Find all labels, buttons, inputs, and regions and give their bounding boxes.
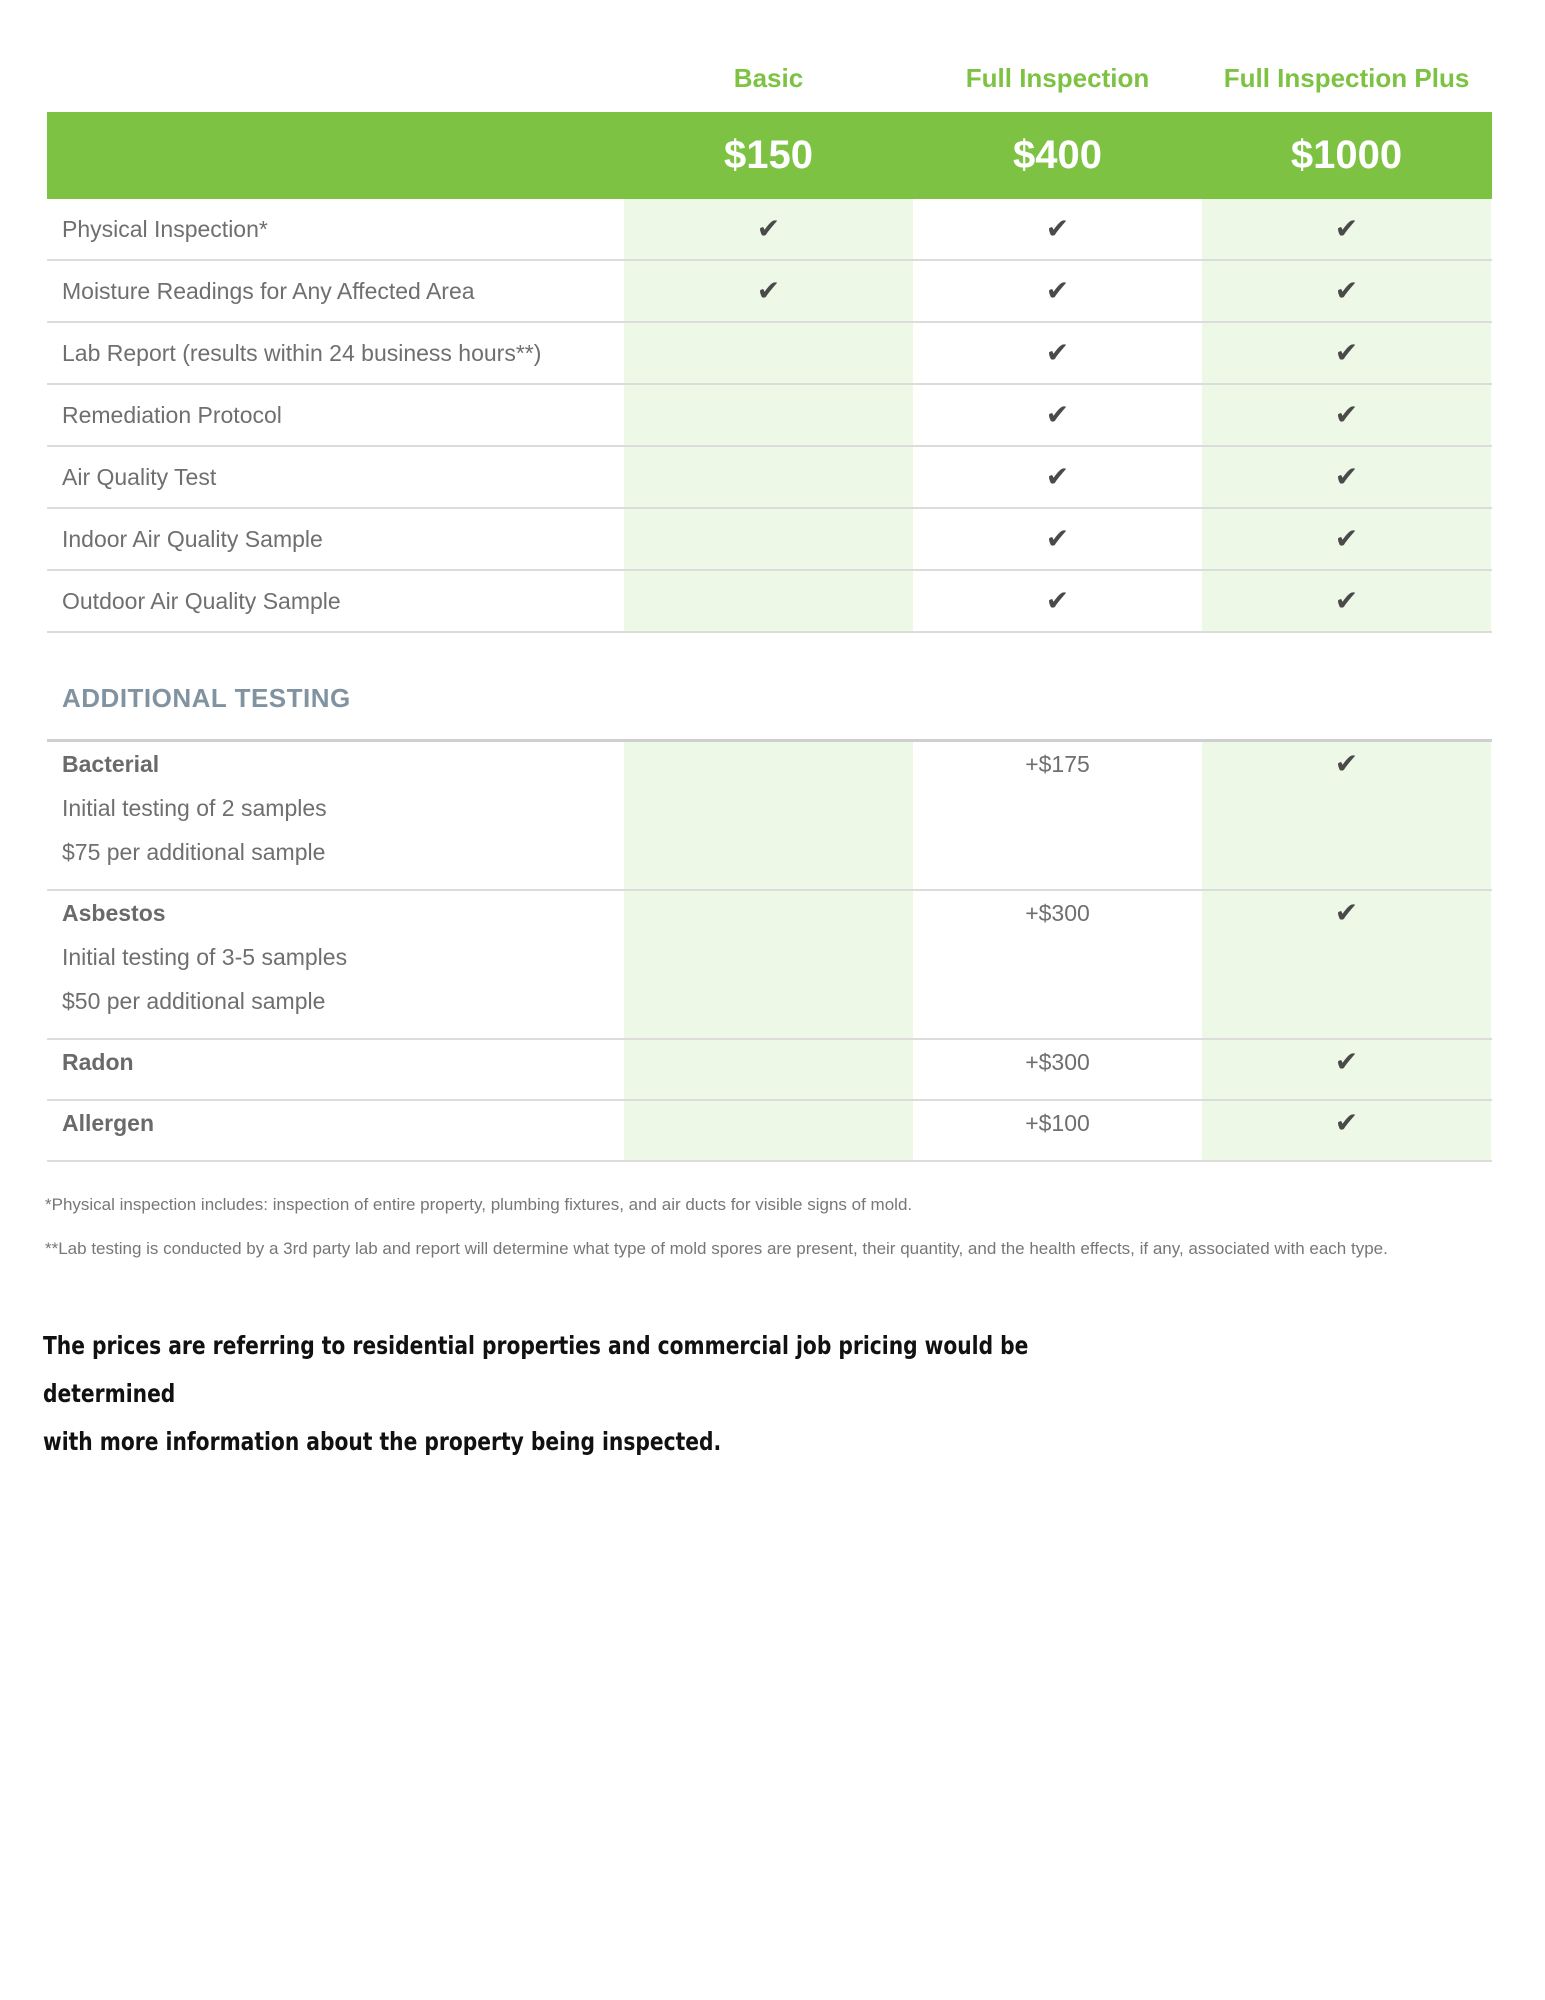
empty-cell (624, 742, 913, 889)
price-full-inspection: $400 (1013, 133, 1102, 177)
feature-label: Remediation Protocol (62, 402, 282, 428)
test-detail: Initial testing of 3-5 samples (62, 944, 348, 970)
feature-row (47, 385, 1492, 447)
plan-name-basic: Basic (733, 63, 804, 93)
empty-cell (624, 1101, 913, 1160)
additional-label (47, 891, 624, 1038)
check-icon: ✔ (1045, 337, 1070, 368)
check-icon: ✔ (1334, 897, 1359, 928)
feature-label: Moisture Readings for Any Affected Area (62, 278, 475, 304)
check-icon: ✔ (1202, 509, 1491, 569)
empty-cell (624, 385, 913, 445)
features-table (47, 199, 1492, 633)
feature-label: Lab Report (results within 24 business hours**) (62, 340, 542, 366)
test-title: Radon (62, 1049, 134, 1075)
feature-row (47, 447, 1492, 509)
feature-row (47, 323, 1492, 385)
check-icon: ✔ (624, 199, 913, 259)
check-icon: ✔ (1045, 213, 1070, 244)
empty-cell (624, 1040, 913, 1099)
feature-row (47, 199, 1492, 261)
check-icon: ✔ (1202, 261, 1491, 321)
check-icon: ✔ (1334, 1107, 1359, 1138)
feature-row (47, 261, 1492, 323)
feature-label: Indoor Air Quality Sample (62, 526, 323, 552)
price-band (47, 112, 1492, 199)
feature-label: Air Quality Test (62, 464, 217, 490)
addon-price: +$175 (1025, 751, 1090, 777)
addon-price-cell (913, 1040, 1202, 1099)
plan-name-full-inspection-plus: Full Inspection Plus (1223, 63, 1470, 93)
empty-cell (624, 891, 913, 1038)
addon-price-cell (913, 1101, 1202, 1160)
test-title: Bacterial (62, 751, 160, 777)
test-title: Allergen (62, 1110, 155, 1136)
included-cell (1202, 1101, 1491, 1160)
feature-label: Physical Inspection* (62, 216, 268, 242)
blank-cell (47, 112, 624, 199)
included-cell (1202, 1040, 1491, 1099)
feature-row (47, 509, 1492, 571)
empty-cell (624, 571, 913, 631)
additional-row (47, 891, 1492, 1040)
addon-price-cell (913, 742, 1202, 889)
check-icon: ✔ (1202, 385, 1491, 445)
check-icon: ✔ (1045, 399, 1070, 430)
footnote-physical-inspection: *Physical inspection includes: inspection of entire property, plumbing fixtures, and air ducts for visible signs of mold. (45, 1195, 913, 1214)
additional-testing-heading: ADDITIONAL TESTING (62, 683, 351, 713)
additional-label (47, 1040, 624, 1099)
check-icon: ✔ (1045, 461, 1070, 492)
check-icon: ✔ (1045, 275, 1070, 306)
check-icon: ✔ (1202, 447, 1491, 507)
check-icon: ✔ (1334, 1046, 1359, 1077)
test-detail: $75 per additional sample (62, 839, 326, 865)
feature-label: Outdoor Air Quality Sample (62, 588, 341, 614)
footnote-lab-testing: **Lab testing is conducted by a 3rd party lab and report will determine what type of mold spores are present, their quantity, and the health effects, if any, associated with each type. (45, 1239, 1388, 1258)
empty-cell (624, 447, 913, 507)
test-title: Asbestos (62, 900, 166, 926)
additional-row (47, 1101, 1492, 1162)
test-detail: Initial testing of 2 samples (62, 795, 327, 821)
included-cell (1202, 891, 1491, 1038)
additional-row (47, 742, 1492, 891)
empty-cell (624, 509, 913, 569)
check-icon: ✔ (1202, 571, 1491, 631)
addon-price: +$300 (1025, 900, 1090, 926)
blank-cell (47, 58, 624, 98)
plan-name-full-inspection: Full Inspection (965, 63, 1150, 93)
empty-cell (624, 323, 913, 383)
check-icon: ✔ (1334, 748, 1359, 779)
check-icon: ✔ (1045, 585, 1070, 616)
test-detail: $50 per additional sample (62, 988, 326, 1014)
plan-names-row (47, 58, 1492, 98)
pricing-note-line: The prices are referring to residential properties and commercial job pricing would be determined (43, 1331, 1029, 1408)
addon-price: +$300 (1025, 1049, 1090, 1075)
additional-label (47, 742, 624, 889)
additional-testing-table (47, 742, 1492, 1162)
addon-price-cell (913, 891, 1202, 1038)
pricing-note-line: with more information about the property being inspected. (43, 1427, 722, 1456)
check-icon: ✔ (624, 261, 913, 321)
addon-price: +$100 (1025, 1110, 1090, 1136)
check-icon: ✔ (1202, 323, 1491, 383)
check-icon: ✔ (1045, 523, 1070, 554)
feature-row (47, 571, 1492, 633)
additional-label (47, 1101, 624, 1160)
price-basic: $150 (724, 133, 813, 177)
pricing-note (43, 1322, 1123, 1466)
additional-row (47, 1040, 1492, 1101)
included-cell (1202, 742, 1491, 889)
price-full-inspection-plus: $1000 (1290, 133, 1403, 177)
check-icon: ✔ (1202, 199, 1491, 259)
